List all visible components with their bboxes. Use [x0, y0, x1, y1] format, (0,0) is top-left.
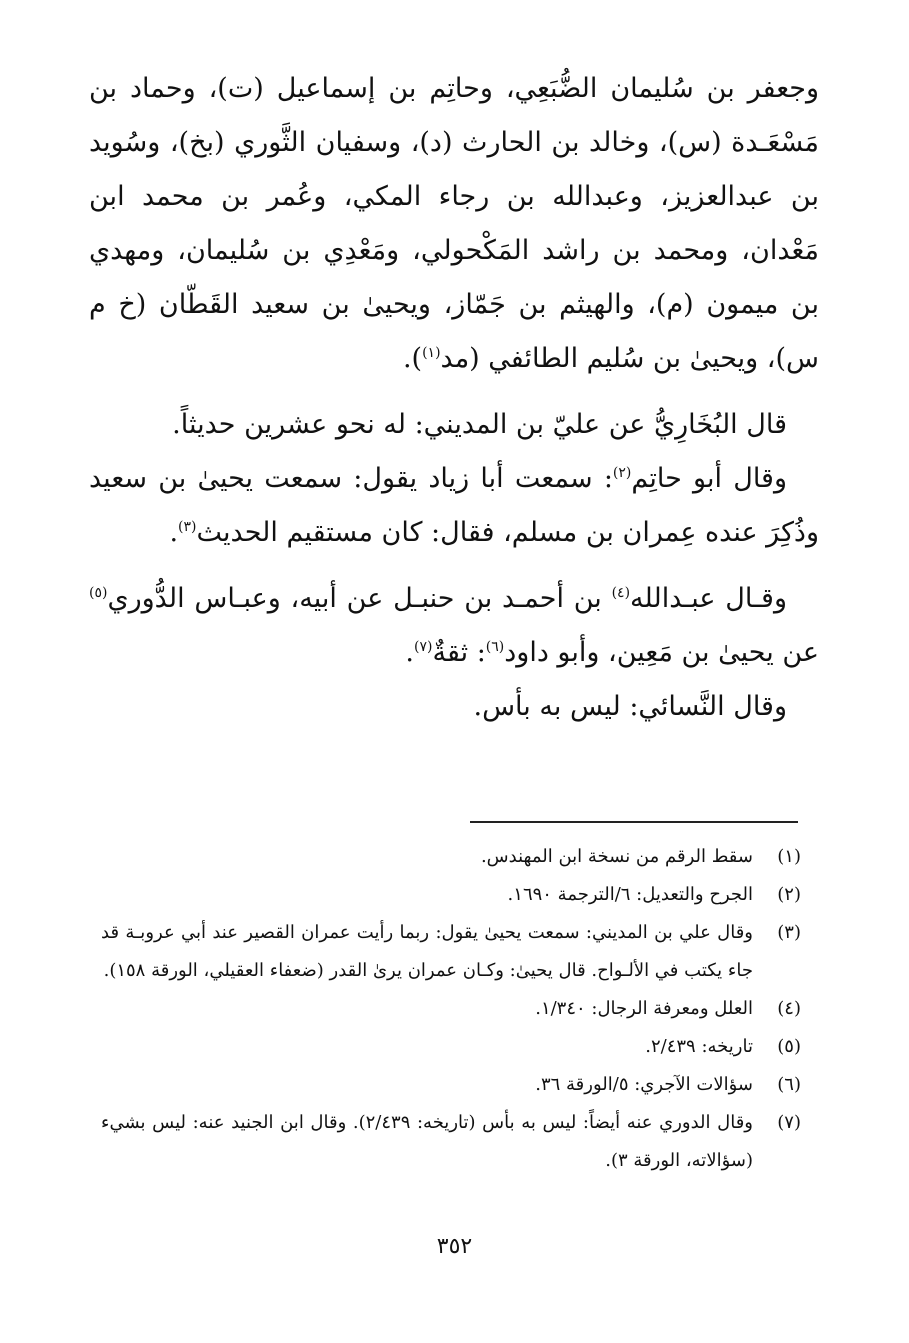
- footnote-number: (٦): [777, 1074, 801, 1095]
- footnotes: [101, 838, 801, 1180]
- footnote-text: سقط الرقم من نسخة ابن المهندس.: [480, 846, 753, 867]
- paragraph-5: [89, 680, 819, 734]
- footnote-number: (١): [777, 846, 801, 867]
- footnote-item: [101, 1028, 801, 1066]
- paragraph-4-text-a: وقـال عبـدالله: [630, 583, 788, 614]
- footnote-separator: [470, 821, 798, 823]
- paragraph-4: [89, 572, 819, 680]
- footnote-item: [101, 838, 801, 876]
- footnote-item: [101, 1066, 801, 1104]
- paragraph-1: [89, 62, 819, 386]
- footnote-ref-5[interactable]: (٥): [89, 585, 108, 601]
- page-number: ٣٥٢: [436, 1234, 473, 1259]
- paragraph-2-text: قال البُخَارِيُّ عن عليّ بن المديني: له نحو عشرين حديثاً.: [172, 409, 787, 440]
- footnote-item: [101, 914, 801, 990]
- footnote-ref-3[interactable]: (٣): [178, 519, 197, 535]
- footnote-ref-1[interactable]: (١): [422, 345, 441, 361]
- footnote-number: (٥): [777, 1036, 801, 1057]
- paragraph-4-text-d: : ثقةٌ: [432, 637, 486, 668]
- footnote-text: العلل ومعرفة الرجال: ١/٣٤٠.: [535, 998, 753, 1019]
- paragraph-3-end: .: [169, 517, 179, 548]
- paragraph-2: [89, 398, 819, 452]
- footnote-item: [101, 990, 801, 1028]
- footnote-ref-4[interactable]: (٤): [611, 585, 631, 601]
- footnote-number: (٤): [777, 998, 801, 1019]
- footnote-ref-6[interactable]: (٦): [485, 639, 505, 655]
- paragraph-4-end: .: [405, 637, 414, 668]
- main-text: [89, 62, 819, 734]
- footnote-number: (٧): [777, 1112, 801, 1133]
- paragraph-1-text: وجعفر بن سُليمان الضُّبَعِي، وحاتِم بن إسماعيل (ت)، وحماد بن مَسْعَـدة (س)، وخالد بن الحارث (د)، وسفيان الثَّوري (بخ)، وسُويد بن عبدالعزيز، وعبدالله بن رجاء المكي، وعُمر بن محمد ابن مَعْدان، ومحمد بن راشد المَكْحولي، ومَعْدِي بن سُليمان، ومهدي بن ميمون (م)، والهيثم بن جَمّاز، ويحيىٰ بن سعيد القَطّان (خ م س)، ويحيىٰ بن سُليم الطائفي (مد: [89, 73, 819, 374]
- paragraph-4-text-c: عن يحيىٰ بن مَعِين، وأبو داود: [504, 637, 819, 668]
- paragraph-3: [89, 452, 819, 560]
- footnote-text: تاريخه: ٢/٤٣٩.: [645, 1036, 753, 1057]
- footnote-item: [101, 1104, 801, 1180]
- footnote-text: الجرح والتعديل: ٦/الترجمة ١٦٩٠.: [507, 884, 753, 905]
- footnote-number: (٢): [777, 884, 801, 905]
- footnote-ref-2[interactable]: (٢): [612, 465, 632, 481]
- paragraph-1-end: ).: [402, 343, 423, 374]
- footnote-text: سؤالات الآجري: ٥/الورقة ٣٦.: [535, 1074, 753, 1095]
- paragraph-5-text: وقال النَّسائي: ليس به بأس.: [473, 691, 787, 722]
- footnote-ref-7[interactable]: (٧): [414, 639, 433, 655]
- paragraph-3-text-b: : سمعت أبا زياد يقول: سمعت يحيىٰ بن سعيد وذُكِرَ عنده عِمران بن مسلم، فقال: كان مستقيم الحديث: [89, 463, 819, 548]
- paragraph-4-text-b: بن أحمـد بن حنبـل عن أبيه، وعبـاس الدُّوري: [107, 583, 612, 614]
- footnote-number: (٣): [777, 922, 801, 943]
- footnote-text: وقال الدوري عنه أيضاً: ليس به بأس (تاريخه: ٢/٤٣٩). وقال ابن الجنيد عنه: ليس بشيء (سؤالاته، الورقة ٣).: [101, 1112, 753, 1171]
- footnote-text: وقال علي بن المديني: سمعت يحيىٰ يقول: ربما رأيت عمران القصير عند أبي عروبـة قد جاء يكتب في الألـواح. قال يحيىٰ: وكـان عمران يرىٰ القدر (ضعفاء العقيلي، الورقة ١٥٨).: [101, 922, 753, 981]
- footnote-item: [101, 876, 801, 914]
- paragraph-3-text-a: وقال أبو حاتِم: [631, 463, 787, 494]
